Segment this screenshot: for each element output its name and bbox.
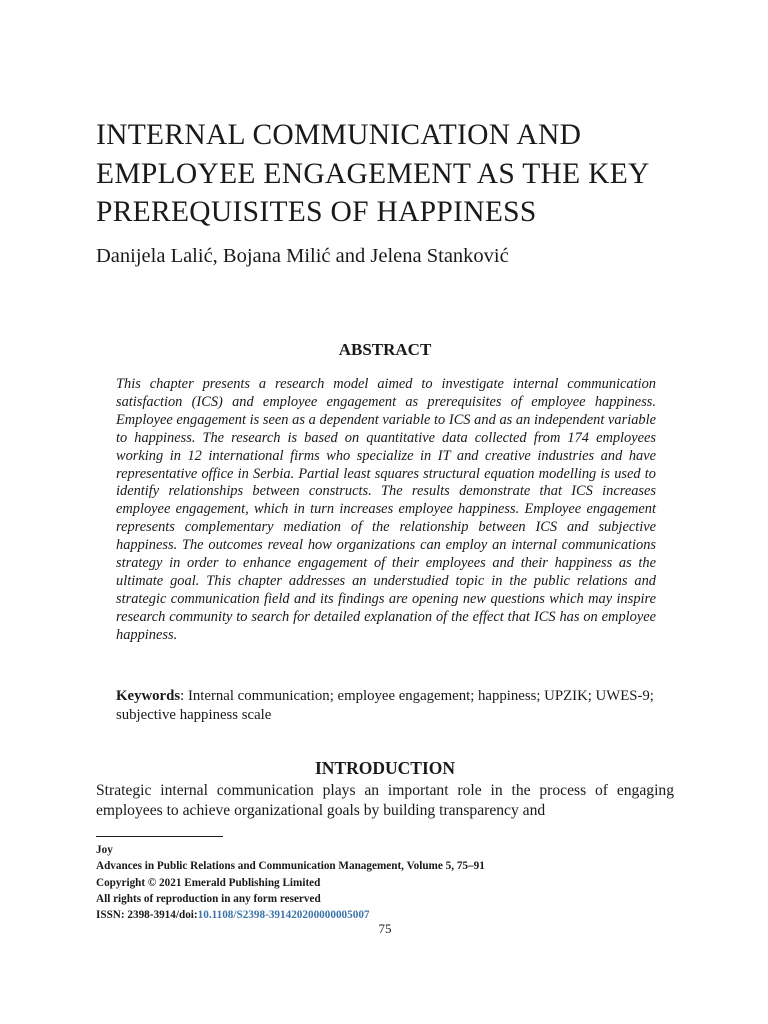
introduction-heading: INTRODUCTION xyxy=(314,758,456,778)
chapter-title: INTERNAL COMMUNICATION AND EMPLOYEE ENGAGEMENT AS THE KEY PREREQUISITES OF HAPPINESS xyxy=(96,119,649,228)
doi-link[interactable]: 10.1108/S2398-391420200000005007 xyxy=(197,909,370,922)
abstract-text: This chapter presents a research model aimed to investigate internal communication satisfaction (ICS) and employee engagement as prerequisites of employee happiness. Employee engagement is seen as a dependent variable to ICS and as an independent variable to happiness. The research is based on quantitative data collected from 174 employees working in 12 international firms who specialize in IT and creative industries and have representative office in Serbia. Partial least squares structural equation modelling is used to identify relationships between constructs. The results demonstrate that ICS increases employee engagement, which in turn increases employee happiness. Employee engagement represents complementary mediation of the relationship between ICS and subjective happiness. The outcomes reveal how organizations can employ an internal communications strategy in order to enhance engagement of their employees and their happiness as the ultimate goal. This chapter addresses an understudied topic in the public relations and strategic communication field and its findings are opening new questions which may inspire research community to search for detailed explanation of the effect that ICS has on employee happiness. xyxy=(116,376,656,643)
keywords xyxy=(116,687,656,724)
page-number: 75 xyxy=(378,921,392,936)
keywords-text: Internal communication; employee engagement; happiness; UPZIK; UWES-9; subjective happiness scale xyxy=(116,688,654,723)
footnote-line-copyright: Copyright © 2021 Emerald Publishing Limited xyxy=(96,876,321,889)
footnote-line-publication: Advances in Public Relations and Communication Management, Volume 5, 75–91 xyxy=(96,860,485,873)
footnote-line-series-label: Joy xyxy=(96,844,113,856)
author-list: Danijela Lalić, Bojana Milić and Jelena Stanković xyxy=(96,245,509,267)
keywords-separator: : xyxy=(180,688,188,704)
keywords-label: Keywords xyxy=(116,688,181,704)
chapter-footnote xyxy=(96,842,696,923)
footnote-line-rights: All rights of reproduction in any form reserved xyxy=(96,892,321,905)
introduction-text: Strategic internal communication plays an important role in the process of engaging employees to achieve organizational goals by building transparency and xyxy=(96,782,674,820)
footnote-divider xyxy=(96,836,223,837)
issn-doi-prefix: ISSN: 2398-3914/doi: xyxy=(96,909,198,922)
abstract-heading: ABSTRACT xyxy=(338,340,432,359)
